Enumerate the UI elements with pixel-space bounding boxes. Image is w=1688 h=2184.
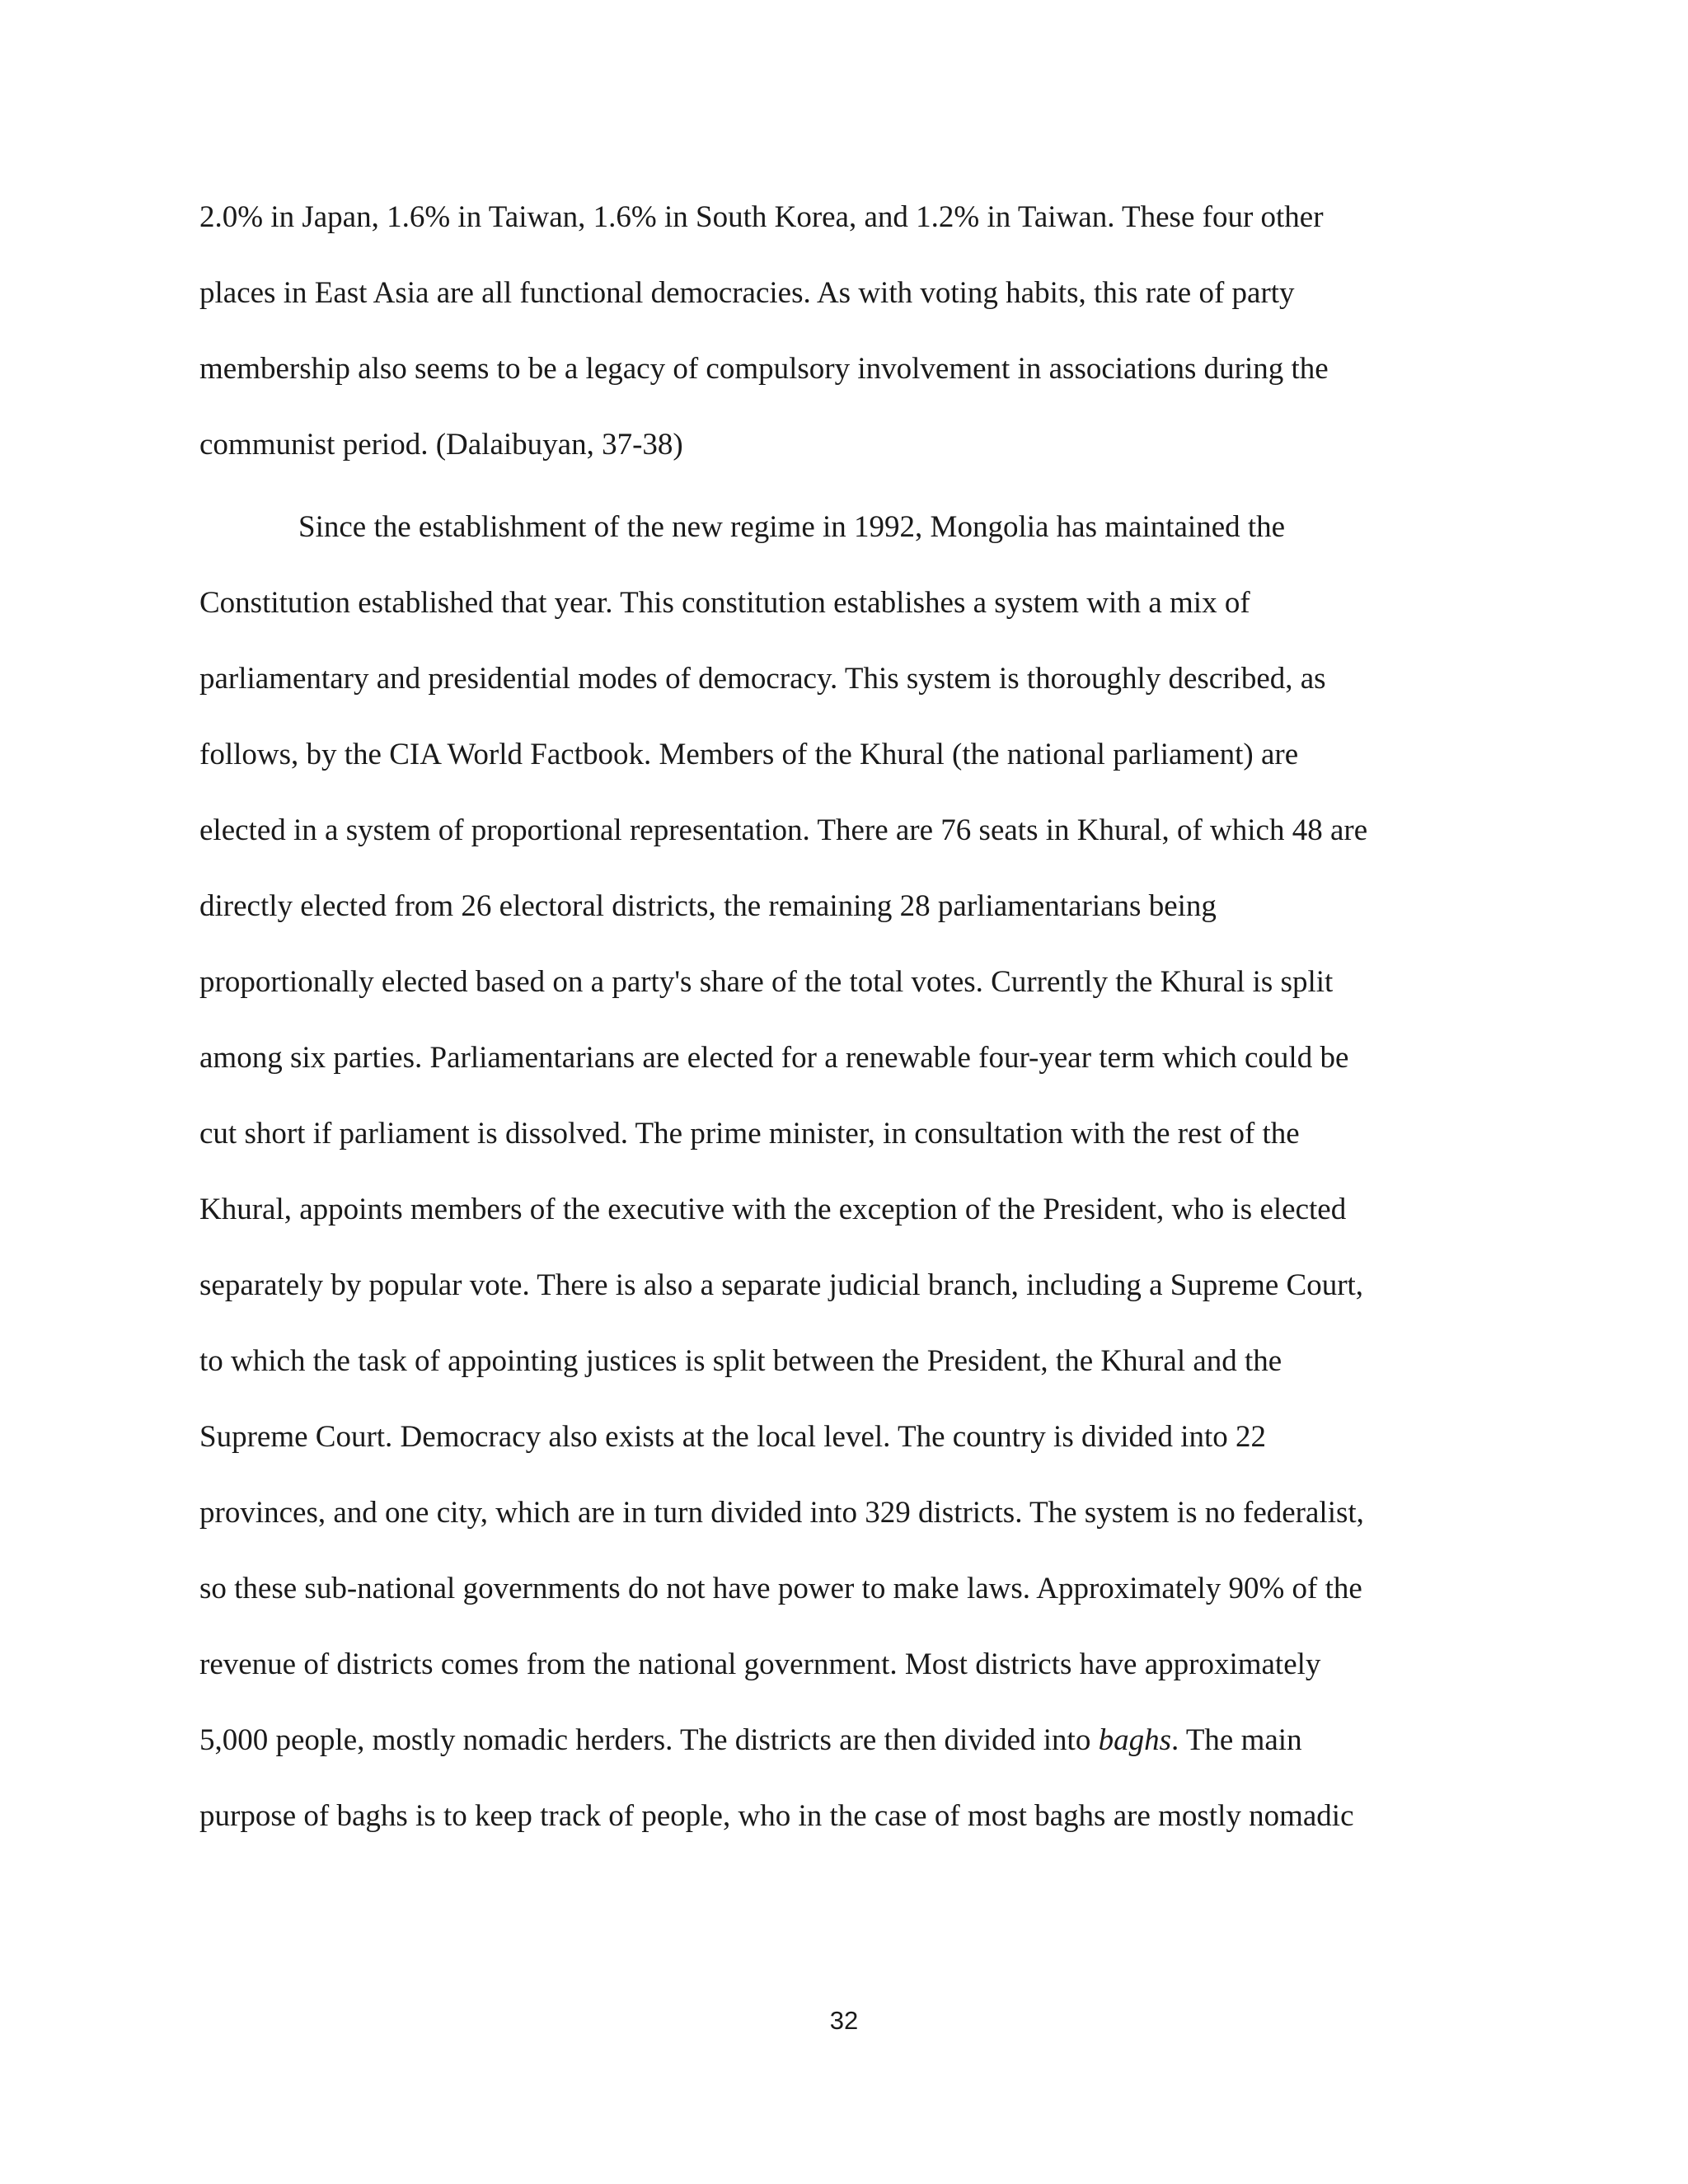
paragraph-first-line: Since the establishment of the new regime in 1992, Mongolia has maintained the bbox=[298, 510, 1286, 544]
text-line: Supreme Court. Democracy also exists at the local level. The country is divided into 22 bbox=[199, 1420, 1267, 1454]
text-line: Khural, appoints members of the executive with the exception of the President, who is elected bbox=[199, 1193, 1347, 1226]
text-line: 2.0% in Japan, 1.6% in Taiwan, 1.6% in South Korea, and 1.2% in Taiwan. These four other bbox=[199, 200, 1324, 234]
text-line: elected in a system of proportional representation. There are 76 seats in Khural, of which 48 are bbox=[199, 813, 1368, 847]
body-text bbox=[199, 191, 1485, 1866]
text-line: Constitution established that year. This constitution establishes a system with a mix of bbox=[199, 586, 1250, 620]
text-line: membership also seems to be a legacy of compulsory involvement in associations during the bbox=[199, 352, 1329, 386]
page-number: 32 bbox=[829, 2006, 859, 2035]
text-line-with-italic bbox=[199, 1714, 1485, 1790]
text-line: so these sub-national governments do not have power to make laws. Approximately 90% of the bbox=[199, 1572, 1362, 1605]
text-line: cut short if parliament is dissolved. The prime minister, in consultation with the rest of the bbox=[199, 1117, 1300, 1151]
text-line: purpose of baghs is to keep track of people, who in the case of most baghs are mostly nomadic bbox=[199, 1799, 1354, 1833]
text-segment: 5,000 people, mostly nomadic herders. The districts are then divided into bbox=[199, 1723, 1099, 1757]
text-line: among six parties. Parliamentarians are elected for a renewable four-year term which could be bbox=[199, 1041, 1349, 1075]
text-line: proportionally elected based on a party's share of the total votes. Currently the Khural is split bbox=[199, 965, 1334, 999]
text-line: follows, by the CIA World Factbook. Members of the Khural (the national parliament) are bbox=[199, 738, 1299, 771]
text-line: revenue of districts comes from the national government. Most districts have approximately bbox=[199, 1647, 1321, 1681]
text-line: directly elected from 26 electoral districts, the remaining 28 parliamentarians being bbox=[199, 889, 1217, 923]
text-line: provinces, and one city, which are in turn divided into 329 districts. The system is no federalist, bbox=[199, 1496, 1364, 1530]
text-line: separately by popular vote. There is also a separate judicial branch, including a Supreme Court, bbox=[199, 1268, 1364, 1302]
text-line: communist period. (Dalaibuyan, 37-38) bbox=[199, 428, 683, 462]
italic-term: baghs bbox=[1098, 1723, 1171, 1757]
text-line: places in East Asia are all functional democracies. As with voting habits, this rate of party bbox=[199, 276, 1295, 310]
text-line: to which the task of appointing justices is split between the President, the Khural and the bbox=[199, 1344, 1282, 1378]
text-segment: . The main bbox=[1171, 1723, 1302, 1757]
text-line: parliamentary and presidential modes of democracy. This system is thoroughly described, as bbox=[199, 662, 1326, 696]
